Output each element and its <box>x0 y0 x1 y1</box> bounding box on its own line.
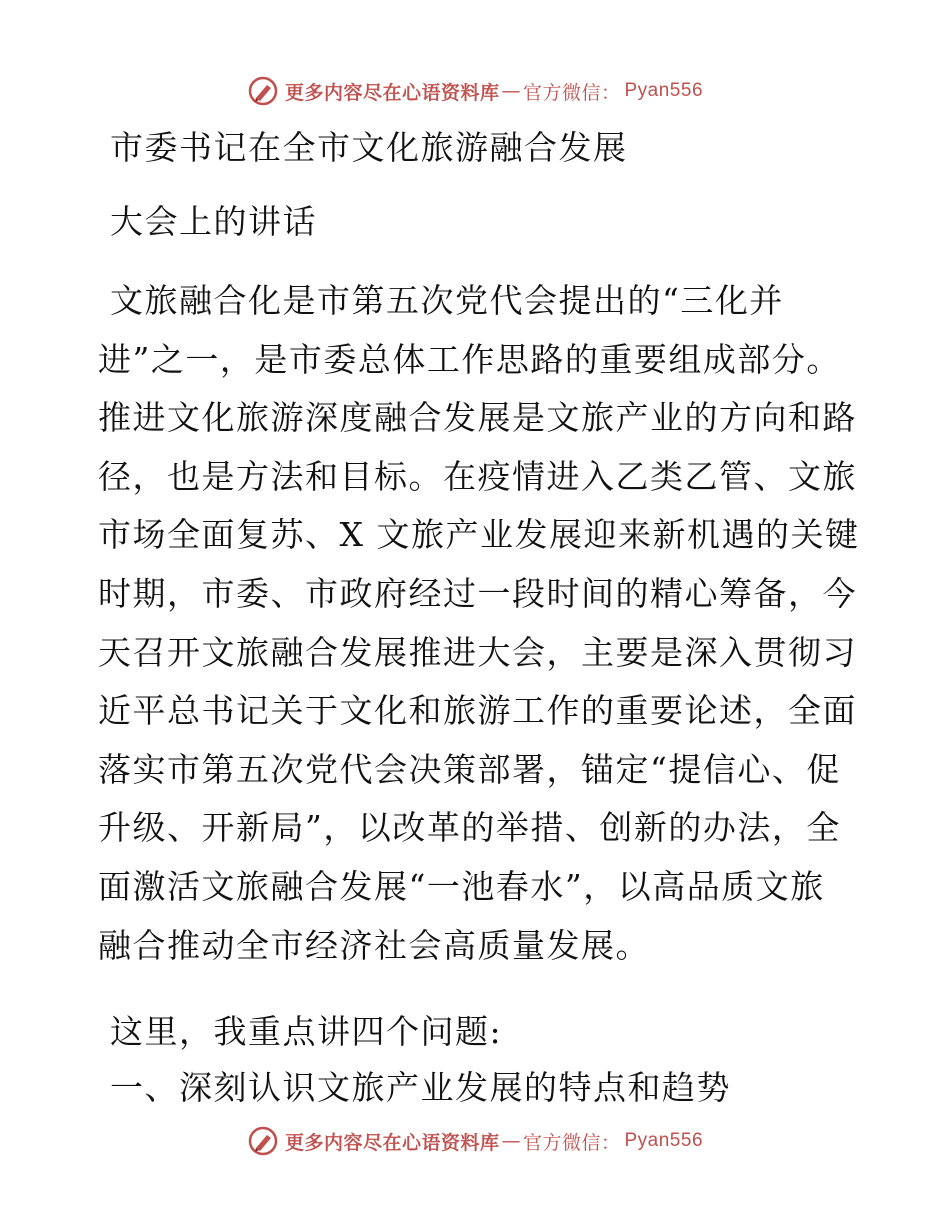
document-title-line-2: 大会上的讲话 <box>110 202 317 241</box>
section-heading: 一、深刻认识文旅产业发展的特点和趋势 <box>110 1068 731 1107</box>
watermark-wechat-label: 官方微信： <box>522 81 621 104</box>
pen-logo-icon <box>247 1125 279 1157</box>
pen-logo-icon <box>247 75 279 107</box>
paragraph-line: 落实市第五次党代会决策部署，锚定“提信心、促 <box>98 749 841 789</box>
watermark-text: 更多内容尽在心语资料库 <box>284 81 500 104</box>
paragraph-line: 进”之一，是市委总体工作思路的重要组成部分。 <box>98 339 841 379</box>
paragraph-line: 近平总书记关于文化和旅游工作的重要论述，全面 <box>98 691 857 731</box>
paragraph-line: 文旅融合化是市第五次党代会提出的“三化并 <box>98 281 784 320</box>
watermark-separator: — <box>501 80 521 102</box>
header-watermark <box>0 71 950 111</box>
footer-watermark <box>0 1121 950 1161</box>
watermark-text: 更多内容尽在心语资料库 <box>284 1131 500 1154</box>
paragraph-line: 升级、开新局”，以改革的举措、创新的办法，全 <box>98 808 841 848</box>
watermark-wechat-id: Pyan556 <box>624 1130 704 1151</box>
watermark-separator: — <box>501 1130 521 1152</box>
watermark-wechat-id: Pyan556 <box>624 80 704 101</box>
intro-line: 这里，我重点讲四个问题: <box>110 1012 503 1051</box>
watermark-wechat-label: 官方微信： <box>522 1131 621 1154</box>
paragraph-line: 天召开文旅融合发展推进大会，主要是深入贯彻习 <box>98 632 857 672</box>
paragraph-line: 市场全面复苏、X 文旅产业发展迎来新机遇的关键 <box>98 515 860 555</box>
body-paragraph <box>98 272 858 975</box>
paragraph-line: 时期，市委、市政府经过一段时间的精心筹备，今 <box>98 573 857 613</box>
paragraph-line: 融合推动全市经济社会高质量发展。 <box>98 925 650 965</box>
paragraph-line: 推进文化旅游深度融合发展是文旅产业的方向和路 <box>98 398 857 438</box>
document-title-line-1: 市委书记在全市文化旅游融合发展 <box>110 128 628 167</box>
paragraph-line: 径，也是方法和目标。在疫情进入乙类乙管、文旅 <box>98 456 857 496</box>
paragraph-line: 面激活文旅融合发展“一池春水”，以高品质文旅 <box>98 866 825 906</box>
